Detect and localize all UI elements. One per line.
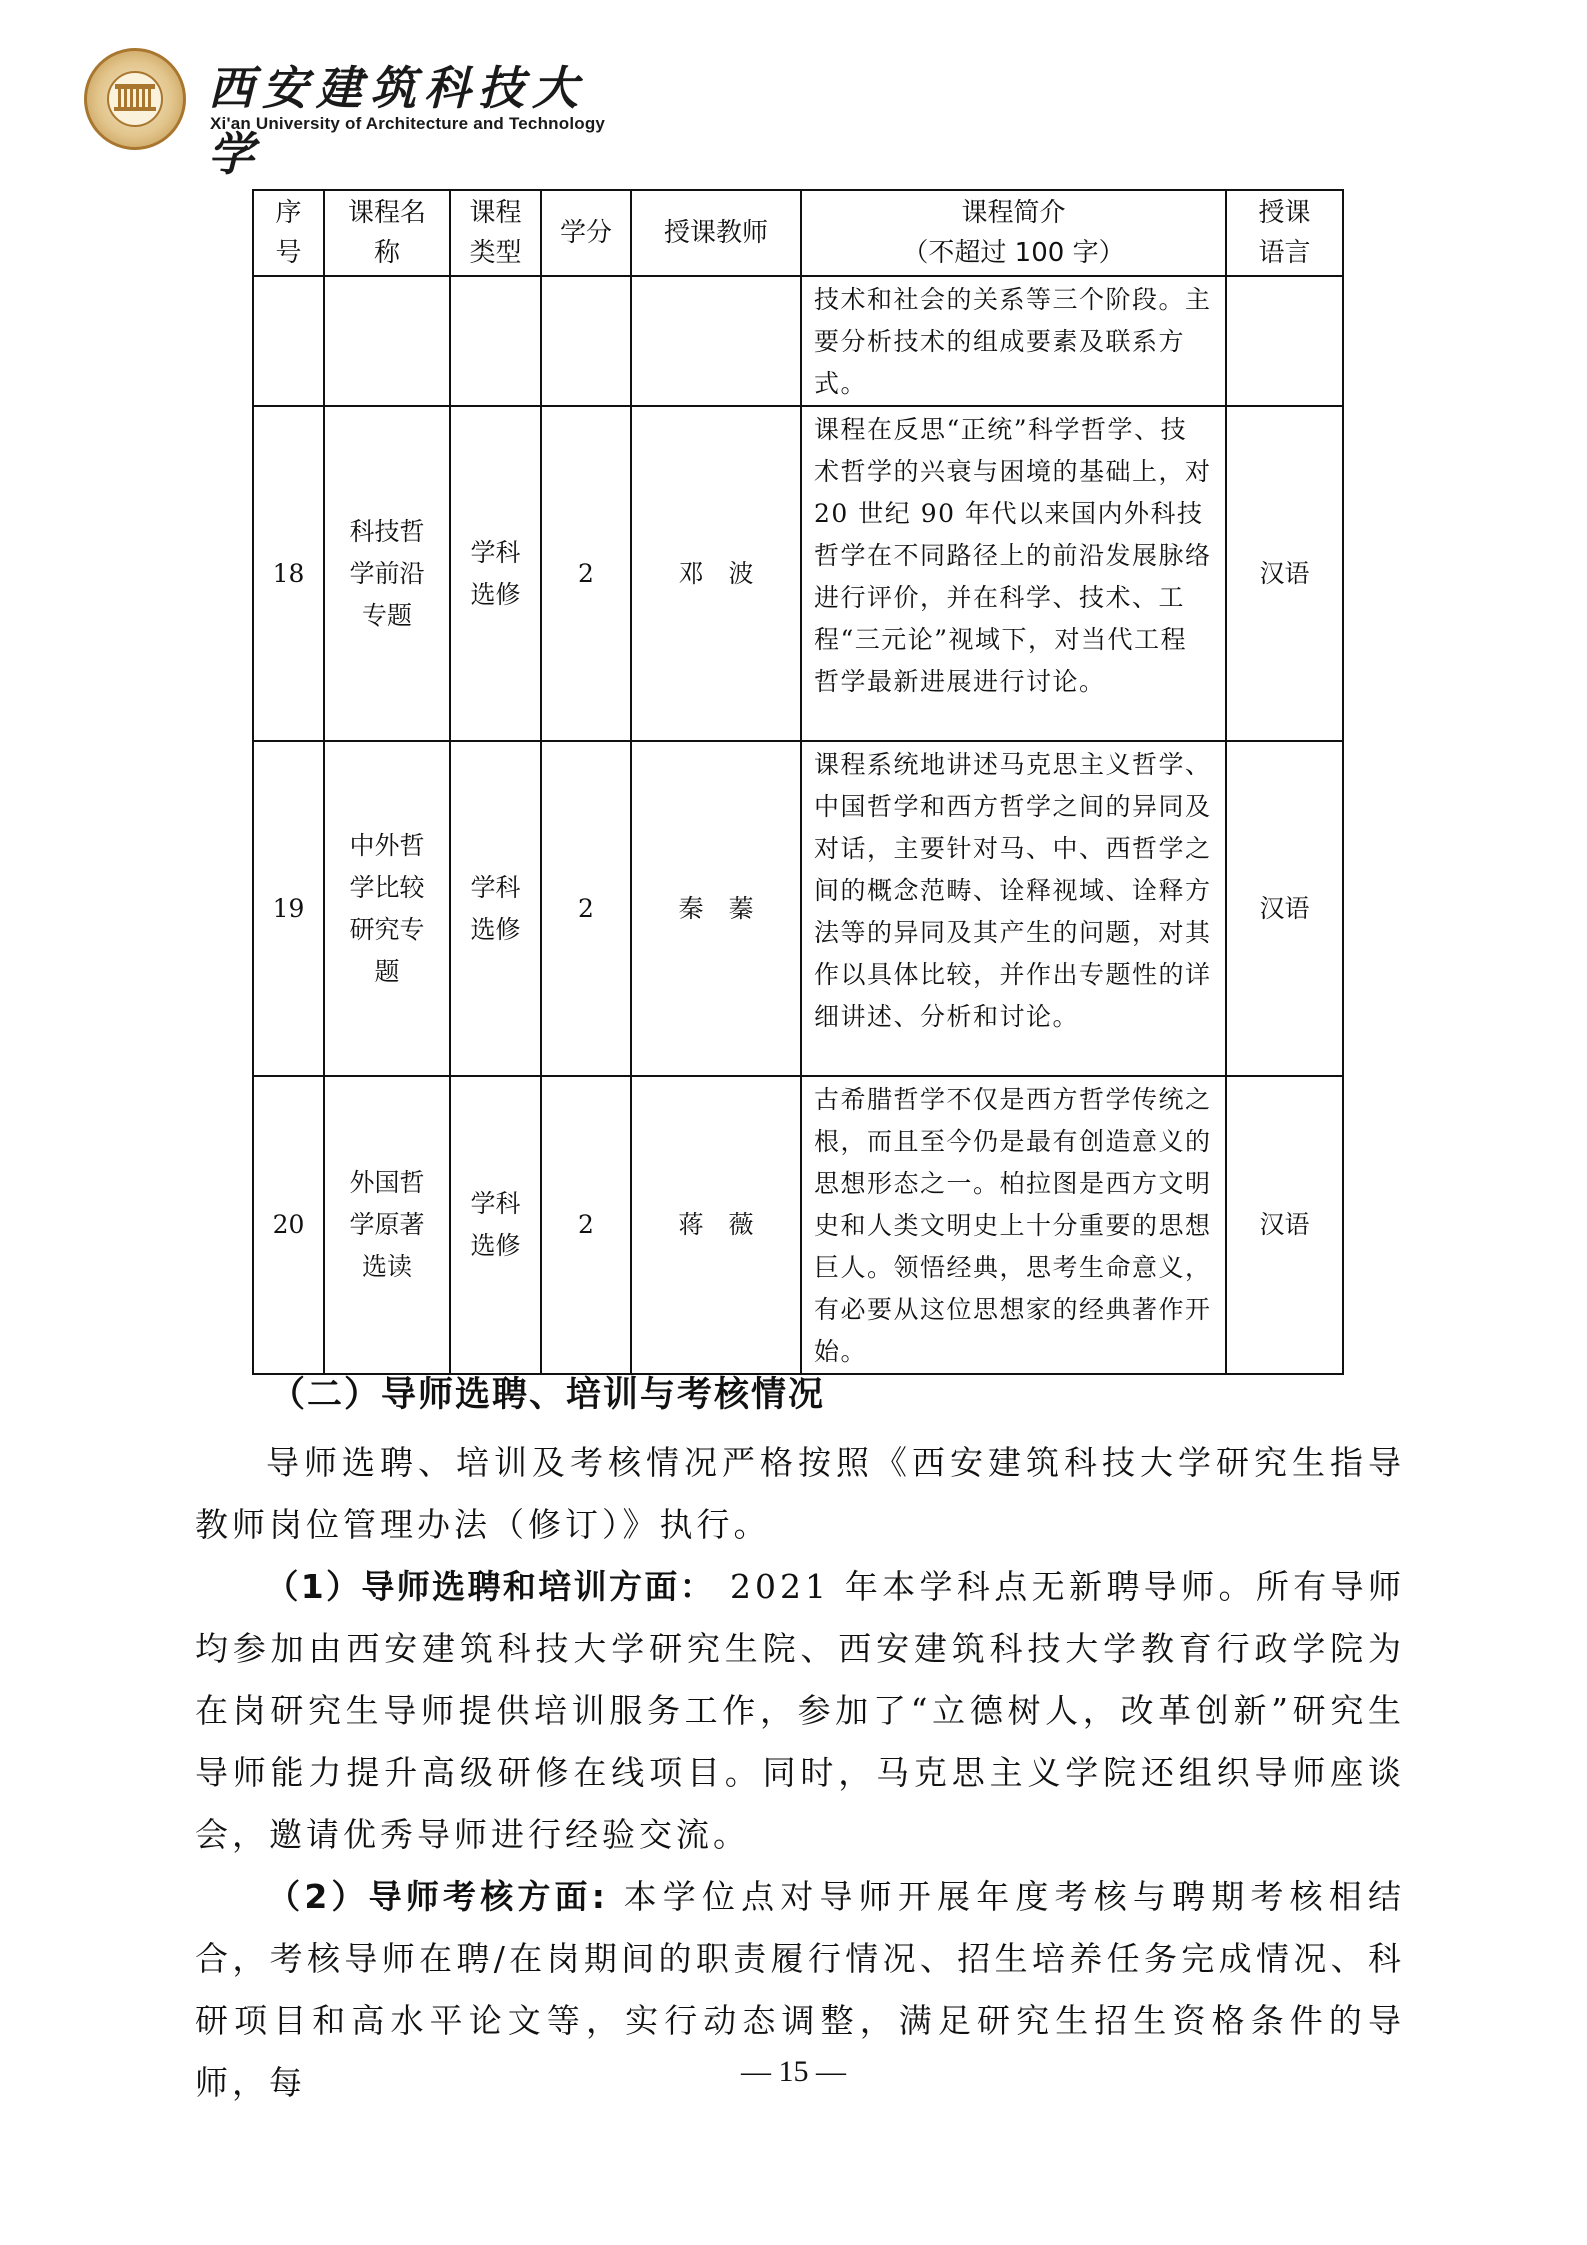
cell-teacher: 邓 波: [631, 406, 801, 741]
cell-credit: 2: [541, 741, 631, 1076]
table-row: [253, 406, 1343, 741]
header-course-type: 课程 类型: [450, 190, 541, 276]
paragraph-assessment-title: （2）导师考核方面:: [265, 1877, 607, 1916]
cell-language: 汉语: [1226, 1076, 1343, 1374]
cell-credit: 2: [541, 406, 631, 741]
paragraph-overview-text: 导师选聘、培训及考核情况严格按照《西安建筑科技大学研究生指导教师岗位管理办法（修订）》执行。: [195, 1443, 1405, 1544]
cell-credit: [541, 276, 631, 406]
header-teacher: 授课教师: [631, 190, 801, 276]
cell-course-name: 科技哲 学前沿 专题: [324, 406, 450, 741]
cell-index: [253, 276, 324, 406]
table-row: [253, 276, 1343, 406]
cell-intro: 课程在反思“正统”科学哲学、技术哲学的兴衰与困境的基础上，对 20 世纪 90 年代以来国内外科技哲学在不同路径上的前沿发展脉络进行评价，并在科学、技术、工程“三元论”视域下，对当代工程哲学最新进展进行讨论。: [801, 406, 1226, 741]
table-row: [253, 741, 1343, 1076]
cell-language: [1226, 276, 1343, 406]
cell-intro: 技术和社会的关系等三个阶段。主要分析技术的组成要素及联系方式。: [801, 276, 1226, 406]
cell-course-type: 学科 选修: [450, 1076, 541, 1374]
cell-teacher: [631, 276, 801, 406]
cell-intro: 古希腊哲学不仅是西方哲学传统之根，而且至今仍是最有创造意义的思想形态之一。柏拉图是西方文明史和人类文明史上十分重要的思想巨人。领悟经典，思考生命意义，有必要从这位思想家的经典著作开始。: [801, 1076, 1226, 1374]
cell-credit: 2: [541, 1076, 631, 1374]
cell-course-name: 外国哲 学原著 选读: [324, 1076, 450, 1374]
cell-index: 19: [253, 741, 324, 1076]
header-index: 序 号: [253, 190, 324, 276]
cell-course-type: 学科 选修: [450, 741, 541, 1076]
header-intro: 课程简介 （不超过 100 字）: [801, 190, 1226, 276]
university-logo: [84, 48, 624, 181]
page-number: — 15 —: [741, 2055, 846, 2088]
cell-course-type: 学科 选修: [450, 406, 541, 741]
cell-index: 20: [253, 1076, 324, 1374]
paragraph-selection-training-text: 2021 年本学科点无新聘导师。所有导师均参加由西安建筑科技大学研究生院、西安建筑科技大学教育行政学院为在岗研究生导师提供培训服务工作，参加了“立德树人，改革创新”研究生导师能力提升高级研修在线项目。同时，马克思主义学院还组织导师座谈会，邀请优秀导师进行经验交流。: [195, 1567, 1405, 1854]
cell-teacher: 蒋 薇: [631, 1076, 801, 1374]
cell-course-name: 中外哲 学比较 研究专 题: [324, 741, 450, 1076]
cell-index: 18: [253, 406, 324, 741]
course-table: [252, 189, 1344, 1375]
logo-english-name: Xi'an University of Architecture and Technology: [210, 114, 606, 133]
paragraph-assessment-text: 本学位点对导师开展年度考核与聘期考核相结合，考核导师在聘/在岗期间的职责履行情况、招生培养任务完成情况、科研项目和高水平论文等，实行动态调整，满足研究生招生资格条件的导师，每: [195, 1877, 1405, 2102]
cell-language: 汉语: [1226, 406, 1343, 741]
header-language: 授课 语言: [1226, 190, 1343, 276]
header-credit: 学分: [541, 190, 631, 276]
cell-course-name: [324, 276, 450, 406]
logo-chinese-name: 西安建筑科技大学: [208, 61, 586, 181]
paragraph-selection-training-title: （1）导师选聘和培训方面：: [265, 1567, 716, 1606]
header-course-name: 课程名 称: [324, 190, 450, 276]
table-row: [253, 1076, 1343, 1374]
cell-intro: 课程系统地讲述马克思主义哲学、中国哲学和西方哲学之间的异同及对话，主要针对马、中、西哲学之间的概念范畴、诠释视域、诠释方法等的异同及其产生的问题，对其作以具体比较，并作出专题性的详细讲述、分析和讨论。: [801, 741, 1226, 1076]
cell-language: 汉语: [1226, 741, 1343, 1076]
table-header-row: [253, 190, 1343, 276]
paragraph-overview: [195, 1432, 1405, 1556]
section-heading: （二）导师选聘、培训与考核情况: [270, 1375, 826, 1415]
paragraph-selection-training: [195, 1556, 1405, 1866]
cell-teacher: 秦 蓁: [631, 741, 801, 1076]
cell-course-type: [450, 276, 541, 406]
university-seal-icon: [84, 48, 186, 150]
